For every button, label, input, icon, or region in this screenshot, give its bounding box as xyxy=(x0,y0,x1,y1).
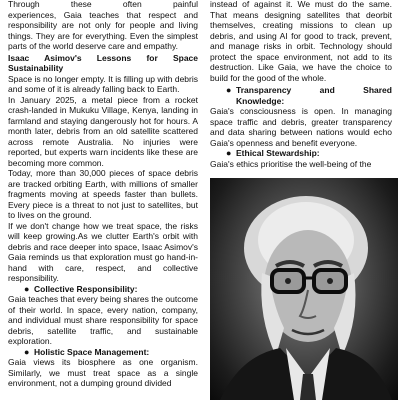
bullet-title-word: Transparency xyxy=(236,85,292,95)
right-top-paragraph: instead of against it. We must do the same. That means designing satellites that deorbit themselves, creating missions to clean up debris, and using AI for good to track, prevent, and manage risks in orbit. Technology should protect the space environment, not add to its destruction. Like Gaia, we have the choice to build for the good of the whole. xyxy=(210,0,392,83)
portrait-photo xyxy=(210,178,398,400)
bullet-holistic-space-management xyxy=(8,347,198,358)
bullet-collective-responsibility xyxy=(8,284,198,295)
bullet-title-word: Shared xyxy=(363,85,392,95)
bullet-transparency xyxy=(210,85,392,106)
paragraph-3: Today, more than 30,000 pieces of space debris are tracked orbiting Earth, with millions of smaller fragments moving at speeds faster than bullets. Every piece is a threat to not just to satellites, but to lives on the ground. xyxy=(8,168,198,220)
bullet-ethical-stewardship xyxy=(210,148,392,159)
left-column xyxy=(8,0,198,389)
paragraph-4: If we don't change how we treat space, the risks will keep growing.As we clutter Earth's orbit with debris and race deeper into space, Isaac Asimov's Gaia reminds us that exploration must go hand-in-hand with care, respect, and collective responsibility. xyxy=(8,220,198,283)
paragraph-1: Space is no longer empty. It is filling up with debris and some of it is already falling back to Earth. xyxy=(8,73,198,94)
bullet-dot-icon: ● xyxy=(226,148,232,158)
bullet-3-text: Gaia's consciousness is open. In managing space traffic and debris, greater transparency and data sharing between nations would echo Gaia's openness and benefit everyone. xyxy=(210,106,392,148)
bullet-2-text: Gaia views its biosphere as one organism. Similarly, we must treat space as a single environment, not a dumping ground divided xyxy=(8,357,198,388)
bullet-title: Holistic Space Management: xyxy=(34,346,150,357)
bullet-dot-icon: ● xyxy=(24,283,30,294)
bullet-title: Ethical Stewardship: xyxy=(236,148,320,158)
bullet-dot-icon: ● xyxy=(226,85,232,95)
portrait-image xyxy=(210,178,398,400)
bullet-title-word: and xyxy=(319,85,335,95)
right-column xyxy=(210,0,392,169)
section-heading: Isaac Asimov's Lessons for Space Sustainability xyxy=(8,52,198,73)
intro-line-1: Through these often painful xyxy=(8,0,198,9)
paragraph-2: In January 2025, a metal piece from a rocket crash-landed in Mukuku Village, Kenya, landing in farmland and staying dangerously hot for hours. A month later, debris from an old satellite scattered across remote Australia. No injuries were reported, but experts warn incidents like these are becoming more common. xyxy=(8,94,198,168)
bullet-title: Collective Responsibility: xyxy=(34,283,138,294)
bullet-1-text: Gaia teaches that every being shares the outcome of their world. In space, every nation, company, and individual must share responsibility for space debris, satellite traffic, and sustainable exploration. xyxy=(8,294,198,346)
intro-paragraph: experiences, Gaia teaches that respect and responsibility are not only for people and living things. They are for everything. Even the simplest parts of the world deserve care and empathy. xyxy=(8,9,198,51)
bullet-title-word: Knowledge: xyxy=(236,95,285,106)
bullet-4-text: Gaia's ethics prioritise the well-being of the xyxy=(210,158,372,169)
bullet-dot-icon: ● xyxy=(24,346,30,357)
